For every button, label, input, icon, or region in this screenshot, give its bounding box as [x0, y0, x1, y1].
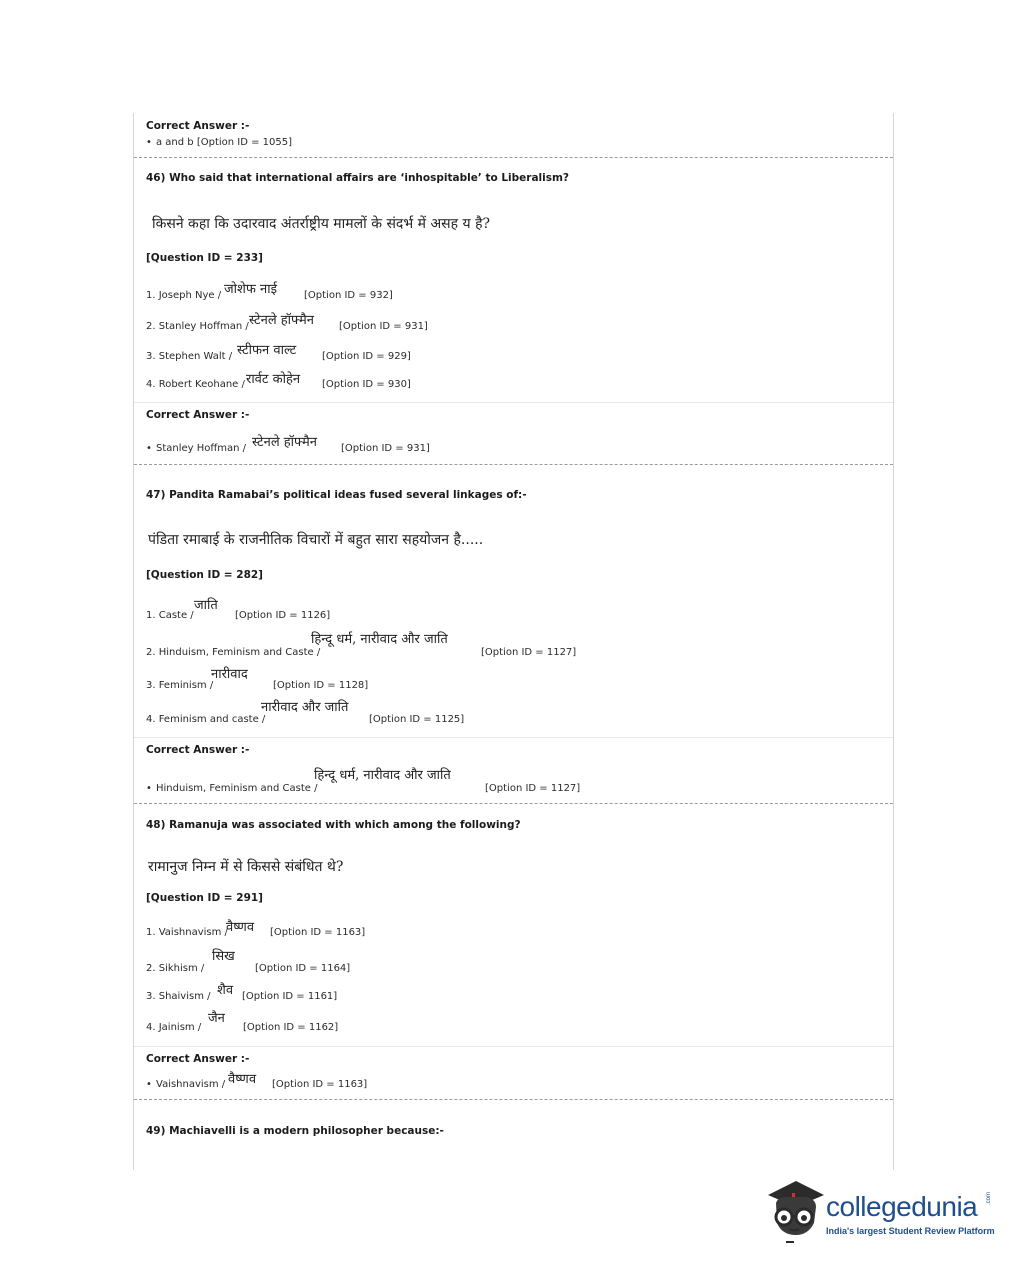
question-48-hindi: रामानुज निम्न में से किससे संबंधित थे? [148, 859, 344, 875]
question-47-text: 47) Pandita Ramabai’s political ideas fused several linkages of:- [146, 489, 527, 501]
answer-divider [134, 1046, 893, 1047]
option-hindi: सिख [212, 949, 235, 964]
correct-answer-option: • a and b [Option ID = 1055] [146, 137, 293, 148]
option-hindi: जैन [208, 1011, 225, 1026]
question-paper-page [133, 113, 894, 1170]
option-label: 3. Stephen Walt / [146, 351, 233, 362]
option-id: [Option ID = 1127] [481, 647, 577, 658]
brand-tagline: India's largest Student Review Platform [826, 1226, 995, 1236]
option-label: 3. Shaivism / [146, 991, 211, 1002]
question-46-id: [Question ID = 233] [146, 252, 263, 264]
option-hindi: वैष्णव [226, 920, 255, 935]
option-label: 1. Vaishnavism / [146, 927, 228, 938]
option-id: [Option ID = 1163] [270, 927, 366, 938]
option-label: 2. Hinduism, Feminism and Caste / [146, 647, 321, 658]
option-id: [Option ID = 930] [322, 379, 411, 390]
option-hindi: रार्वट कोहेन [246, 372, 301, 387]
section-divider [134, 1099, 893, 1100]
option-id: [Option ID = 1161] [242, 991, 338, 1002]
question-48-text: 48) Ramanuja was associated with which among the following? [146, 819, 521, 831]
option-label: 2. Stanley Hoffman / [146, 321, 249, 332]
section-divider [134, 157, 893, 158]
option-hindi: शैव [217, 983, 234, 998]
option-label: 4. Robert Keohane / [146, 379, 245, 390]
correct-answer-hindi: वैष्णव [228, 1072, 257, 1087]
question-47-hindi: पंडिता रमाबाई के राजनीतिक विचारों में बहुत सारा सहयोजन है..... [148, 532, 484, 548]
brand-suffix: .com [986, 1191, 992, 1205]
option-label: 3. Feminism / [146, 680, 214, 691]
mascot-icon [762, 1177, 828, 1247]
option-id: [Option ID = 931] [339, 321, 428, 332]
question-48-id: [Question ID = 291] [146, 892, 263, 904]
option-hindi: हिन्दू धर्म, नारीवाद और जाति [311, 632, 448, 647]
option-id: [Option ID = 1164] [255, 963, 351, 974]
correct-answer-option: • Hinduism, Feminism and Caste / [146, 783, 318, 794]
section-divider [134, 464, 893, 465]
option-label: 4. Jainism / [146, 1022, 202, 1033]
collegedunia-logo [762, 1177, 1002, 1247]
option-label: 1. Joseph Nye / [146, 290, 222, 301]
option-hindi: स्टीफन वाल्ट [237, 343, 297, 358]
option-id: [Option ID = 1128] [273, 680, 369, 691]
option-id: [Option ID = 1162] [243, 1022, 339, 1033]
correct-answer-id: [Option ID = 931] [341, 443, 430, 454]
answer-divider [134, 402, 893, 403]
answer-divider [134, 737, 893, 738]
question-46-text: 46) Who said that international affairs are ‘inhospitable’ to Liberalism? [146, 172, 570, 184]
option-label: 4. Feminism and caste / [146, 714, 266, 725]
question-46-hindi: किसने कहा कि उदारवाद अंतर्राष्ट्रीय मामलों के संदर्भ में असह य है? [152, 216, 491, 232]
correct-answer-heading: Correct Answer :- [146, 120, 250, 132]
option-id: [Option ID = 1125] [369, 714, 465, 725]
correct-answer-id: [Option ID = 1127] [485, 783, 581, 794]
correct-answer-heading: Correct Answer :- [146, 744, 250, 756]
option-hindi: नारीवाद और जाति [261, 700, 349, 715]
option-id: [Option ID = 929] [322, 351, 411, 362]
question-47-id: [Question ID = 282] [146, 569, 263, 581]
correct-answer-option: • Stanley Hoffman / [146, 443, 247, 454]
correct-answer-hindi: हिन्दू धर्म, नारीवाद और जाति [314, 768, 451, 783]
option-id: [Option ID = 1126] [235, 610, 331, 621]
brand-name: collegedunia [826, 1191, 978, 1222]
correct-answer-heading: Correct Answer :- [146, 1053, 250, 1065]
option-label: 1. Caste / [146, 610, 194, 621]
option-hindi: स्टेनले हॉफ्मैन [249, 313, 314, 328]
correct-answer-option: • Vaishnavism / [146, 1079, 226, 1090]
question-49-text: 49) Machiavelli is a modern philosopher because:- [146, 1125, 444, 1137]
correct-answer-hindi: स्टेनले हॉफ्मैन [252, 435, 317, 450]
section-divider [134, 803, 893, 804]
correct-answer-heading: Correct Answer :- [146, 409, 250, 421]
option-hindi: जोशेफ नाई [224, 282, 277, 297]
option-label: 2. Sikhism / [146, 963, 205, 974]
option-hindi: जाति [194, 598, 218, 613]
correct-answer-id: [Option ID = 1163] [272, 1079, 368, 1090]
option-hindi: नारीवाद [211, 667, 248, 682]
option-id: [Option ID = 932] [304, 290, 393, 301]
